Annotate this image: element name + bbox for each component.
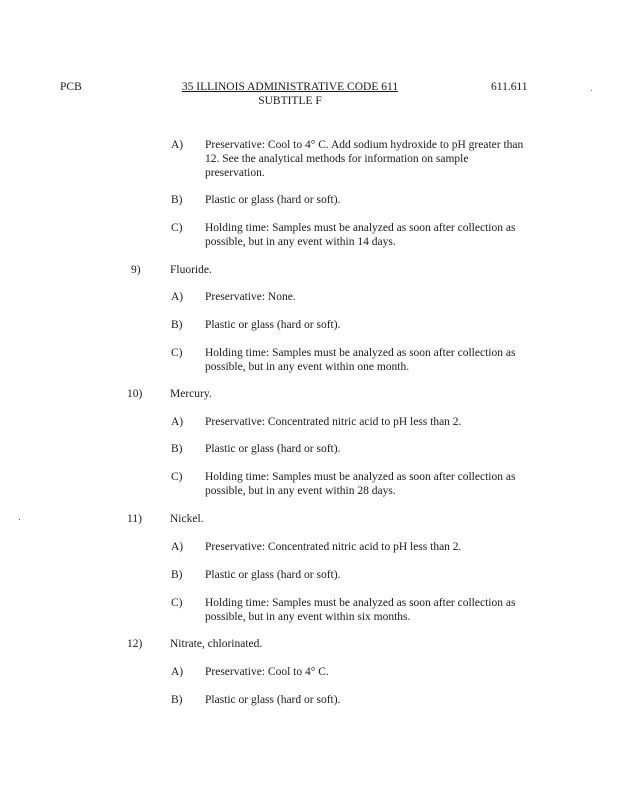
section-number: 9) — [131, 264, 141, 276]
item-text: Holding time: Samples must be analyzed as soon after collection as possible, but in any event within six months. — [205, 597, 516, 623]
item-label: C) — [171, 597, 183, 609]
section-number: 12) — [127, 638, 143, 650]
item-text: Holding time: Samples must be analyzed as soon after collection as possible, but in any event within one month. — [205, 347, 516, 373]
header-title: 35 ILLINOIS ADMINISTRATIVE CODE 611 — [181, 81, 399, 93]
item-label: C) — [171, 471, 183, 483]
item-text: Preservative: Concentrated nitric acid to pH less than 2. — [205, 541, 462, 553]
item-text: Preservative: Cool to 4° C. — [205, 666, 329, 678]
item-text: Plastic or glass (hard or soft). — [205, 194, 341, 206]
section-title: Mercury. — [170, 388, 212, 400]
item-label: B) — [171, 569, 183, 581]
section-title: Fluoride. — [170, 264, 212, 276]
item-label: A) — [171, 139, 184, 151]
item-label: B) — [171, 319, 183, 331]
header-section-number: 611.611 — [491, 81, 528, 93]
section-title: Nickel. — [170, 513, 204, 525]
item-label: A) — [171, 666, 184, 678]
item-text: Plastic or glass (hard or soft). — [205, 319, 341, 331]
section-number: 11) — [127, 513, 142, 525]
item-label: C) — [171, 222, 183, 234]
item-label: A) — [171, 416, 184, 428]
header-agency: PCB — [60, 81, 82, 93]
item-label: B) — [171, 194, 183, 206]
scan-speck — [19, 519, 20, 520]
item-label: B) — [171, 443, 183, 455]
item-text: Holding time: Samples must be analyzed as soon after collection as possible, but in any event within 14 days. — [205, 222, 516, 248]
section-title: Nitrate, chlorinated. — [170, 638, 263, 650]
item-text: Preservative: Concentrated nitric acid to pH less than 2. — [205, 416, 462, 428]
scan-speck — [591, 90, 592, 91]
header-subtitle: SUBTITLE F — [258, 95, 322, 107]
section-number: 10) — [127, 388, 143, 400]
header-code-title — [160, 80, 420, 108]
item-text: Preservative: None. — [205, 291, 296, 303]
item-text: Plastic or glass (hard or soft). — [205, 694, 341, 706]
item-text: Holding time: Samples must be analyzed as soon after collection as possible, but in any event within 28 days. — [205, 471, 516, 497]
item-label: B) — [171, 694, 183, 706]
item-label: A) — [171, 541, 184, 553]
item-text: Plastic or glass (hard or soft). — [205, 443, 341, 455]
item-label: C) — [171, 347, 183, 359]
item-label: A) — [171, 291, 184, 303]
item-text: Plastic or glass (hard or soft). — [205, 569, 341, 581]
item-text: Preservative: Cool to 4° C. Add sodium hydroxide to pH greater than 12. See the analytical methods for information on sample preservation. — [205, 139, 524, 179]
